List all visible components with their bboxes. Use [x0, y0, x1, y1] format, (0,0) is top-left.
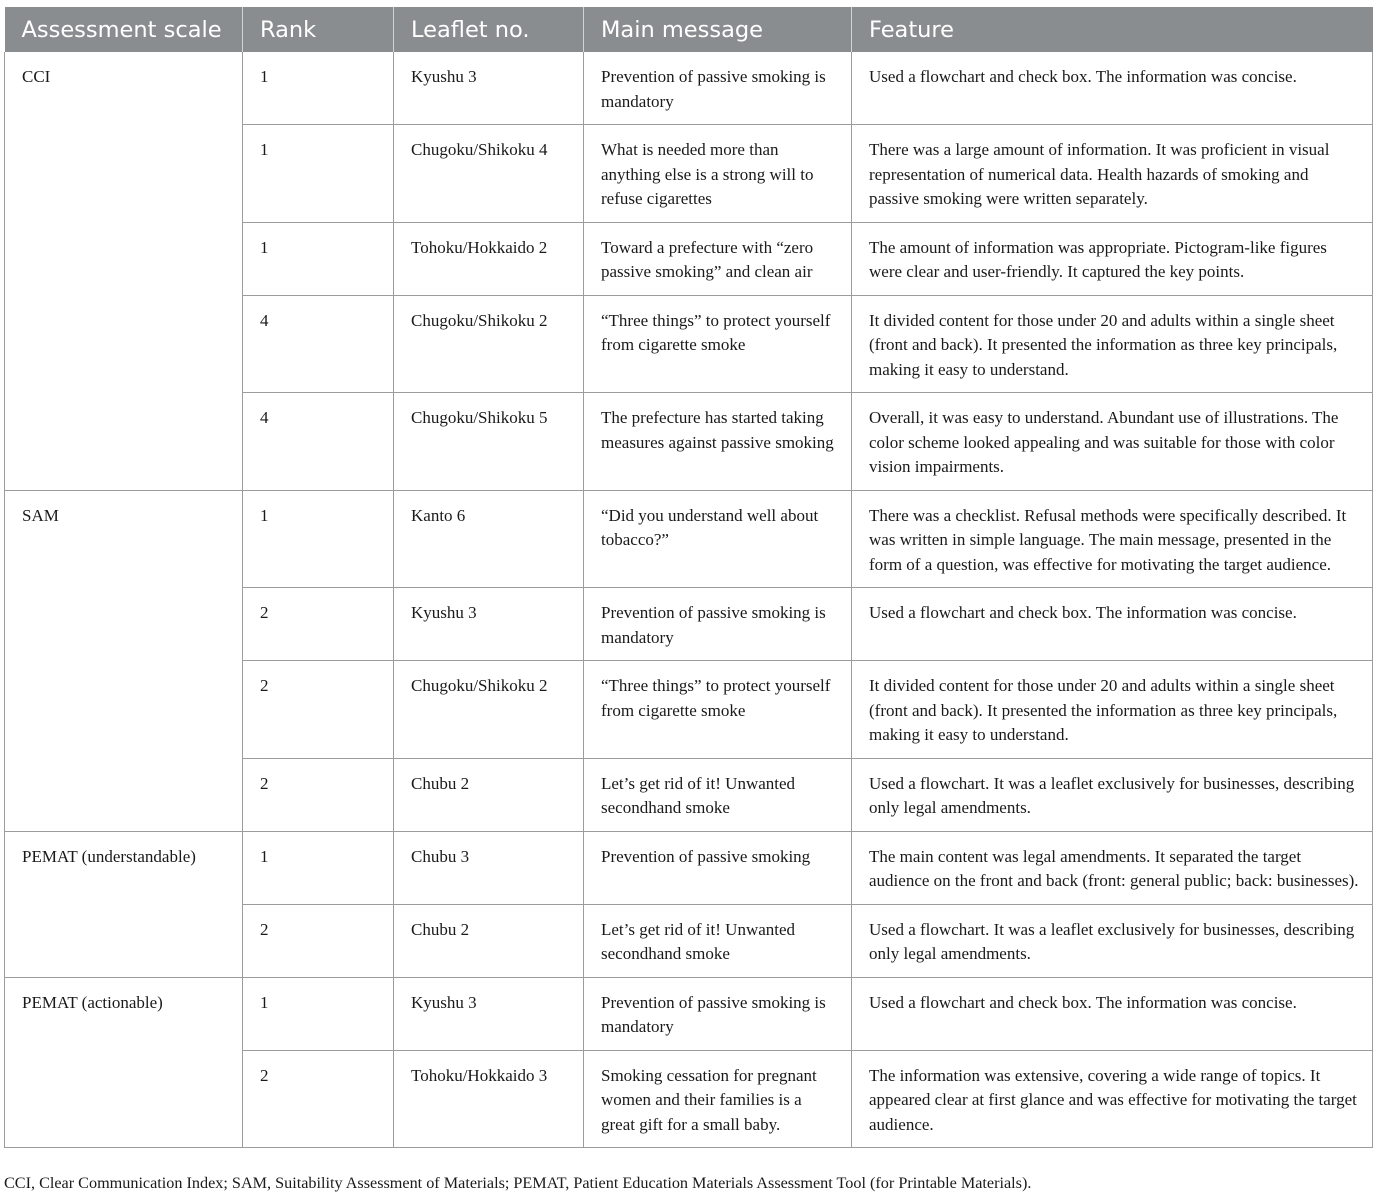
table-header [5, 7, 1373, 52]
rank-cell: 4 [243, 295, 394, 393]
leaflet-no-cell: Kyushu 3 [394, 52, 584, 125]
results-table-container [4, 7, 1372, 1148]
main-message-cell: Let’s get rid of it! Unwanted secondhand smoke [584, 904, 852, 977]
rank-cell: 2 [243, 758, 394, 831]
leaflet-no-cell: Chugoku/Shikoku 4 [394, 125, 584, 223]
assessment-scale-cell: SAM [5, 490, 243, 831]
table-row [5, 52, 1373, 125]
header-assessment-scale: Assessment scale [5, 7, 243, 52]
rank-cell: 1 [243, 831, 394, 904]
rank-cell: 2 [243, 588, 394, 661]
main-message-cell: The prefecture has started taking measures against passive smoking [584, 393, 852, 491]
assessment-scale-cell: PEMAT (actionable) [5, 977, 243, 1148]
rank-cell: 1 [243, 490, 394, 588]
main-message-cell: Smoking cessation for pregnant women and their families is a great gift for a small baby. [584, 1050, 852, 1148]
main-message-cell: Prevention of passive smoking is mandatory [584, 977, 852, 1050]
leaflet-no-cell: Kanto 6 [394, 490, 584, 588]
leaflet-no-cell: Chugoku/Shikoku 5 [394, 393, 584, 491]
main-message-cell: “Three things” to protect yourself from cigarette smoke [584, 661, 852, 759]
leaflet-assessment-table [4, 7, 1373, 1148]
main-message-cell: Prevention of passive smoking [584, 831, 852, 904]
table-row [5, 977, 1373, 1050]
feature-cell: There was a large amount of information. It was proficient in visual representation of numerical data. Health hazards of smoking and passive smoking were written separately. [852, 125, 1373, 223]
rank-cell: 4 [243, 393, 394, 491]
feature-cell: Used a flowchart. It was a leaflet exclusively for businesses, describing only legal amendments. [852, 758, 1373, 831]
feature-cell: It divided content for those under 20 and adults within a single sheet (front and back). It presented the information as three key principals, making it easy to understand. [852, 661, 1373, 759]
rank-cell: 2 [243, 661, 394, 759]
leaflet-no-cell: Tohoku/Hokkaido 3 [394, 1050, 584, 1148]
main-message-cell: Prevention of passive smoking is mandatory [584, 52, 852, 125]
rank-cell: 1 [243, 52, 394, 125]
feature-cell: The information was extensive, covering a wide range of topics. It appeared clear at first glance and was effective for motivating the target audience. [852, 1050, 1373, 1148]
main-message-cell: “Three things” to protect yourself from cigarette smoke [584, 295, 852, 393]
table-footnote: CCI, Clear Communication Index; SAM, Suitability Assessment of Materials; PEMAT, Patient Education Materials Assessment Tool (for Printable Materials). [4, 1174, 1032, 1192]
main-message-cell: Let’s get rid of it! Unwanted secondhand smoke [584, 758, 852, 831]
feature-cell: Overall, it was easy to understand. Abundant use of illustrations. The color scheme looked appealing and was suitable for those with color vision impairments. [852, 393, 1373, 491]
feature-cell: Used a flowchart. It was a leaflet exclusively for businesses, describing only legal amendments. [852, 904, 1373, 977]
feature-cell: There was a checklist. Refusal methods were specifically described. It was written in simple language. The main message, presented in the form of a question, was effective for motivating the target audience. [852, 490, 1373, 588]
rank-cell: 1 [243, 222, 394, 295]
header-feature: Feature [852, 7, 1373, 52]
feature-cell: Used a flowchart and check box. The information was concise. [852, 977, 1373, 1050]
header-main-message: Main message [584, 7, 852, 52]
table-row [5, 831, 1373, 904]
rank-cell: 2 [243, 904, 394, 977]
leaflet-no-cell: Tohoku/Hokkaido 2 [394, 222, 584, 295]
feature-cell: The main content was legal amendments. It separated the target audience on the front and back (front: general public; back: businesses). [852, 831, 1373, 904]
leaflet-no-cell: Kyushu 3 [394, 588, 584, 661]
assessment-scale-cell: CCI [5, 52, 243, 490]
feature-cell: Used a flowchart and check box. The information was concise. [852, 588, 1373, 661]
assessment-scale-cell: PEMAT (understandable) [5, 831, 243, 977]
header-row [5, 7, 1373, 52]
main-message-cell: What is needed more than anything else is a strong will to refuse cigarettes [584, 125, 852, 223]
main-message-cell: Prevention of passive smoking is mandatory [584, 588, 852, 661]
feature-cell: Used a flowchart and check box. The information was concise. [852, 52, 1373, 125]
header-rank: Rank [243, 7, 394, 52]
feature-cell: The amount of information was appropriate. Pictogram-like figures were clear and user-friendly. It captured the key points. [852, 222, 1373, 295]
leaflet-no-cell: Chugoku/Shikoku 2 [394, 295, 584, 393]
main-message-cell: Toward a prefecture with “zero passive smoking” and clean air [584, 222, 852, 295]
leaflet-no-cell: Kyushu 3 [394, 977, 584, 1050]
main-message-cell: “Did you understand well about tobacco?” [584, 490, 852, 588]
rank-cell: 1 [243, 125, 394, 223]
rank-cell: 2 [243, 1050, 394, 1148]
rank-cell: 1 [243, 977, 394, 1050]
leaflet-no-cell: Chubu 2 [394, 758, 584, 831]
header-leaflet-no: Leaflet no. [394, 7, 584, 52]
feature-cell: It divided content for those under 20 and adults within a single sheet (front and back). It presented the information as three key principals, making it easy to understand. [852, 295, 1373, 393]
table-body [5, 52, 1373, 1148]
leaflet-no-cell: Chubu 2 [394, 904, 584, 977]
leaflet-no-cell: Chugoku/Shikoku 2 [394, 661, 584, 759]
leaflet-no-cell: Chubu 3 [394, 831, 584, 904]
table-row [5, 490, 1373, 588]
